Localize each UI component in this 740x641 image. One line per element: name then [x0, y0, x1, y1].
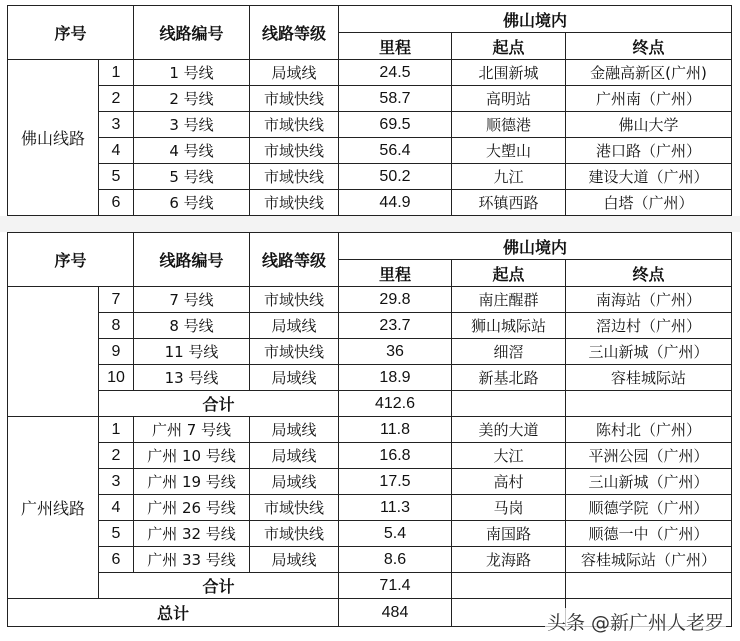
cell-line: 广州 26 号线	[134, 495, 250, 521]
cell-grade: 局域线	[250, 443, 339, 469]
cell-start: 北围新城	[452, 60, 566, 86]
group-title-header: 佛山境内	[339, 6, 732, 33]
cell-start: 南国路	[452, 521, 566, 547]
table-row	[8, 287, 732, 313]
subtotal-value: 412.6	[339, 391, 452, 417]
total-label: 总计	[8, 599, 339, 627]
cell-no: 2	[99, 443, 134, 469]
cell-start: 环镇西路	[452, 190, 566, 216]
empty-cell	[566, 573, 732, 599]
table-row	[8, 86, 732, 112]
cell-line: 8 号线	[134, 313, 250, 339]
cell-end: 平洲公园（广州）	[566, 443, 732, 469]
cell-no: 3	[99, 112, 134, 138]
cell-end: 佛山大学	[566, 112, 732, 138]
cell-grade: 局域线	[250, 547, 339, 573]
cell-start: 细滘	[452, 339, 566, 365]
rail-table-part2	[7, 232, 732, 627]
subtotal-row	[8, 391, 732, 417]
cell-length: 44.9	[339, 190, 452, 216]
cell-grade: 市域快线	[250, 495, 339, 521]
subtotal-row	[8, 573, 732, 599]
cell-start: 马岗	[452, 495, 566, 521]
cell-line: 2 号线	[134, 86, 250, 112]
cell-length: 56.4	[339, 138, 452, 164]
cell-start: 大塱山	[452, 138, 566, 164]
cell-length: 58.7	[339, 86, 452, 112]
cell-start: 狮山城际站	[452, 313, 566, 339]
section-label-foshan-continued	[8, 287, 99, 417]
cell-length: 50.2	[339, 164, 452, 190]
cell-line: 广州 33 号线	[134, 547, 250, 573]
cell-end: 建设大道（广州）	[566, 164, 732, 190]
cell-line: 广州 32 号线	[134, 521, 250, 547]
col-index-header: 序号	[8, 233, 134, 287]
cell-no: 4	[99, 138, 134, 164]
table-row	[8, 164, 732, 190]
total-value: 484	[339, 599, 452, 627]
cell-start: 美的大道	[452, 417, 566, 443]
cell-end: 南海站（广州）	[566, 287, 732, 313]
cell-start: 高明站	[452, 86, 566, 112]
section-label-foshan: 佛山线路	[8, 60, 99, 216]
cell-grade: 市域快线	[250, 138, 339, 164]
subtotal-label: 合计	[99, 573, 339, 599]
cell-line: 11 号线	[134, 339, 250, 365]
cell-grade: 局域线	[250, 469, 339, 495]
cell-end: 容桂城际站	[566, 365, 732, 391]
section-label-guangzhou: 广州线路	[8, 417, 99, 599]
cell-grade: 市域快线	[250, 287, 339, 313]
cell-end: 港口路（广州）	[566, 138, 732, 164]
cell-line: 13 号线	[134, 365, 250, 391]
cell-end: 陈村北（广州）	[566, 417, 732, 443]
cell-length: 11.8	[339, 417, 452, 443]
cell-grade: 市域快线	[250, 339, 339, 365]
cell-length: 17.5	[339, 469, 452, 495]
cell-length: 8.6	[339, 547, 452, 573]
col-length-header: 里程	[339, 260, 452, 287]
header-row	[8, 233, 732, 260]
cell-no: 2	[99, 86, 134, 112]
cell-grade: 市域快线	[250, 190, 339, 216]
col-length-header: 里程	[339, 33, 452, 60]
table-row	[8, 547, 732, 573]
empty-cell	[566, 391, 732, 417]
cell-no: 5	[99, 164, 134, 190]
cell-grade: 市域快线	[250, 521, 339, 547]
table-row	[8, 138, 732, 164]
cell-no: 6	[99, 547, 134, 573]
cell-end: 滘边村（广州）	[566, 313, 732, 339]
table-row	[8, 469, 732, 495]
table-row	[8, 112, 732, 138]
cell-end: 白塔（广州）	[566, 190, 732, 216]
cell-grade: 局域线	[250, 417, 339, 443]
table-row	[8, 417, 732, 443]
cell-no: 8	[99, 313, 134, 339]
cell-line: 4 号线	[134, 138, 250, 164]
cell-start: 九江	[452, 164, 566, 190]
table-row	[8, 365, 732, 391]
col-start-header: 起点	[452, 33, 566, 60]
cell-length: 36	[339, 339, 452, 365]
cell-line: 广州 7 号线	[134, 417, 250, 443]
cell-no: 1	[99, 60, 134, 86]
cell-no: 9	[99, 339, 134, 365]
col-grade-header: 线路等级	[250, 6, 339, 60]
cell-end: 广州南（广州）	[566, 86, 732, 112]
subtotal-label: 合计	[99, 391, 339, 417]
cell-length: 18.9	[339, 365, 452, 391]
cell-line: 5 号线	[134, 164, 250, 190]
table1-body	[8, 6, 732, 216]
empty-cell	[452, 391, 566, 417]
cell-length: 11.3	[339, 495, 452, 521]
cell-no: 3	[99, 469, 134, 495]
header-row	[8, 6, 732, 33]
cell-line: 1 号线	[134, 60, 250, 86]
col-grade-header: 线路等级	[250, 233, 339, 287]
cell-length: 16.8	[339, 443, 452, 469]
table-row	[8, 313, 732, 339]
col-line-header: 线路编号	[134, 6, 250, 60]
cell-grade: 局域线	[250, 313, 339, 339]
cell-no: 10	[99, 365, 134, 391]
cell-no: 4	[99, 495, 134, 521]
cell-grade: 局域线	[250, 365, 339, 391]
cell-length: 24.5	[339, 60, 452, 86]
col-line-header: 线路编号	[134, 233, 250, 287]
cell-start: 大江	[452, 443, 566, 469]
cell-no: 1	[99, 417, 134, 443]
table-row	[8, 495, 732, 521]
cell-grade: 市域快线	[250, 86, 339, 112]
cell-line: 广州 19 号线	[134, 469, 250, 495]
cell-grade: 市域快线	[250, 164, 339, 190]
cell-no: 7	[99, 287, 134, 313]
table-row	[8, 521, 732, 547]
rail-table-part1	[7, 5, 732, 216]
cell-grade: 局域线	[250, 60, 339, 86]
cell-end: 顺德一中（广州）	[566, 521, 732, 547]
cell-length: 23.7	[339, 313, 452, 339]
watermark: 头条 @新广州人老罗	[545, 608, 726, 635]
cell-length: 29.8	[339, 287, 452, 313]
cell-line: 7 号线	[134, 287, 250, 313]
cell-start: 南庄醒群	[452, 287, 566, 313]
col-end-header: 终点	[566, 33, 732, 60]
cell-end: 容桂城际站（广州）	[566, 547, 732, 573]
cell-start: 新基北路	[452, 365, 566, 391]
col-index-header: 序号	[8, 6, 134, 60]
cell-no: 6	[99, 190, 134, 216]
table-row	[8, 190, 732, 216]
table-row	[8, 339, 732, 365]
col-start-header: 起点	[452, 260, 566, 287]
subtotal-value: 71.4	[339, 573, 452, 599]
cell-line: 6 号线	[134, 190, 250, 216]
cell-end: 三山新城（广州）	[566, 469, 732, 495]
table-row	[8, 60, 732, 86]
cell-start: 高村	[452, 469, 566, 495]
cell-length: 5.4	[339, 521, 452, 547]
cell-no: 5	[99, 521, 134, 547]
col-end-header: 终点	[566, 260, 732, 287]
empty-cell	[452, 573, 566, 599]
page-break-gap	[0, 216, 740, 232]
table2-body	[8, 233, 732, 627]
cell-start: 顺德港	[452, 112, 566, 138]
cell-length: 69.5	[339, 112, 452, 138]
table-row	[8, 443, 732, 469]
cell-end: 三山新城（广州）	[566, 339, 732, 365]
group-title-header: 佛山境内	[339, 233, 732, 260]
cell-start: 龙海路	[452, 547, 566, 573]
cell-grade: 市域快线	[250, 112, 339, 138]
cell-end: 顺德学院（广州）	[566, 495, 732, 521]
cell-line: 3 号线	[134, 112, 250, 138]
cell-end: 金融高新区(广州)	[566, 60, 732, 86]
cell-line: 广州 10 号线	[134, 443, 250, 469]
